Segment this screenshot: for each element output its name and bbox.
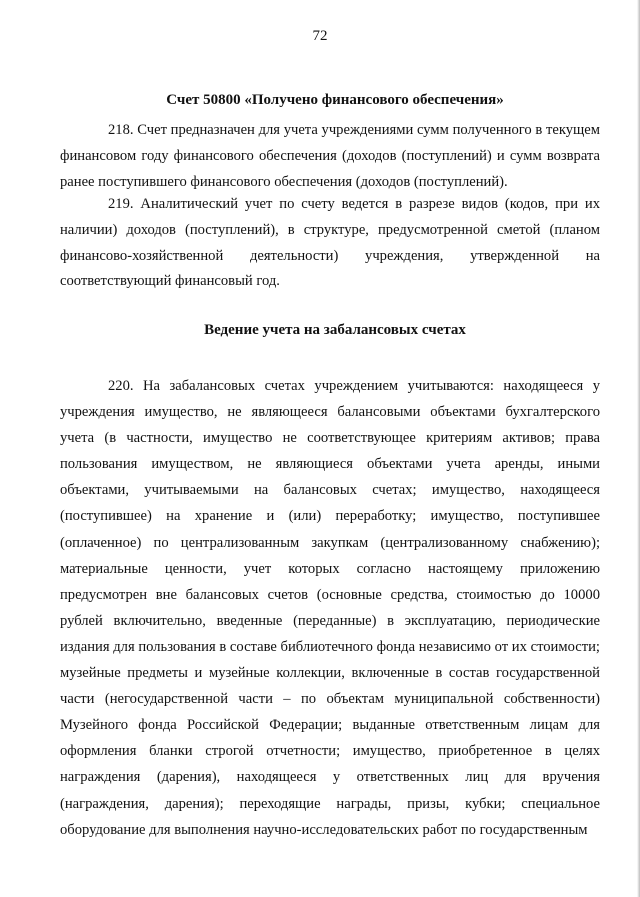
section-heading-off-balance: Ведение учета на забалансовых счетах <box>204 322 466 338</box>
paragraph-218: 218. Счет предназначен для учета учреждениями сумм полученного в текущем финансовом году финансового обеспечения (доходов (поступлений) и сумм возврата ранее поступившего финансового обеспечения (доходов (поступлений). <box>60 122 600 190</box>
paragraph-219: 219. Аналитический учет по счету ведется в разрезе видов (кодов, при их наличии) доходов (поступлений), в структуре, предусмотренной сметой (планом финансово-хозяйственной деятельности) учреждения, утвержденной на соответствующий финансовый год. <box>60 196 600 290</box>
paragraph-220: 220. На забалансовых счетах учреждением учитываются: находящееся у учреждения имущество, не являющееся балансовыми объектами бухгалтерского учета (в частности, имущество не соответствующее критериям активов; права пользования имуществом, не являющиеся объектами учета аренды, иными объектами, учитываемыми на балансовых счетах; имущество, находящееся (поступившее) на хранение и (или) переработку; имущество, поступившее (оплаченное) по централизованным закупкам (централизованному снабжению); материальные ценности, учет которых согласно настоящему приложению предусмотрен вне балансовых счетов (основные средства, стоимостью до 10000 рублей включительно, введенные (переданные) в эксплуатацию, периодические издания для пользования в составе библиотечного фонда независимо от их стоимости; музейные предметы и музейные коллекции, включенные в состав государственной части (негосударственной части – по объектам муниципальной собственности) Музейного фонда Российской Федерации; выданные ответственным лицам для оформления бланки строгой отчетности; имущество, приобретенное в целях награждения (дарения), находящееся у ответственных лиц для вручения (награждения, дарения); переходящие награды, призы, кубки; специальное оборудование для выполнения научно-исследовательских работ по государственным <box>60 378 600 838</box>
page-number: 72 <box>312 28 328 44</box>
section-heading-account-50800: Счет 50800 «Получено финансового обеспечения» <box>166 92 504 108</box>
